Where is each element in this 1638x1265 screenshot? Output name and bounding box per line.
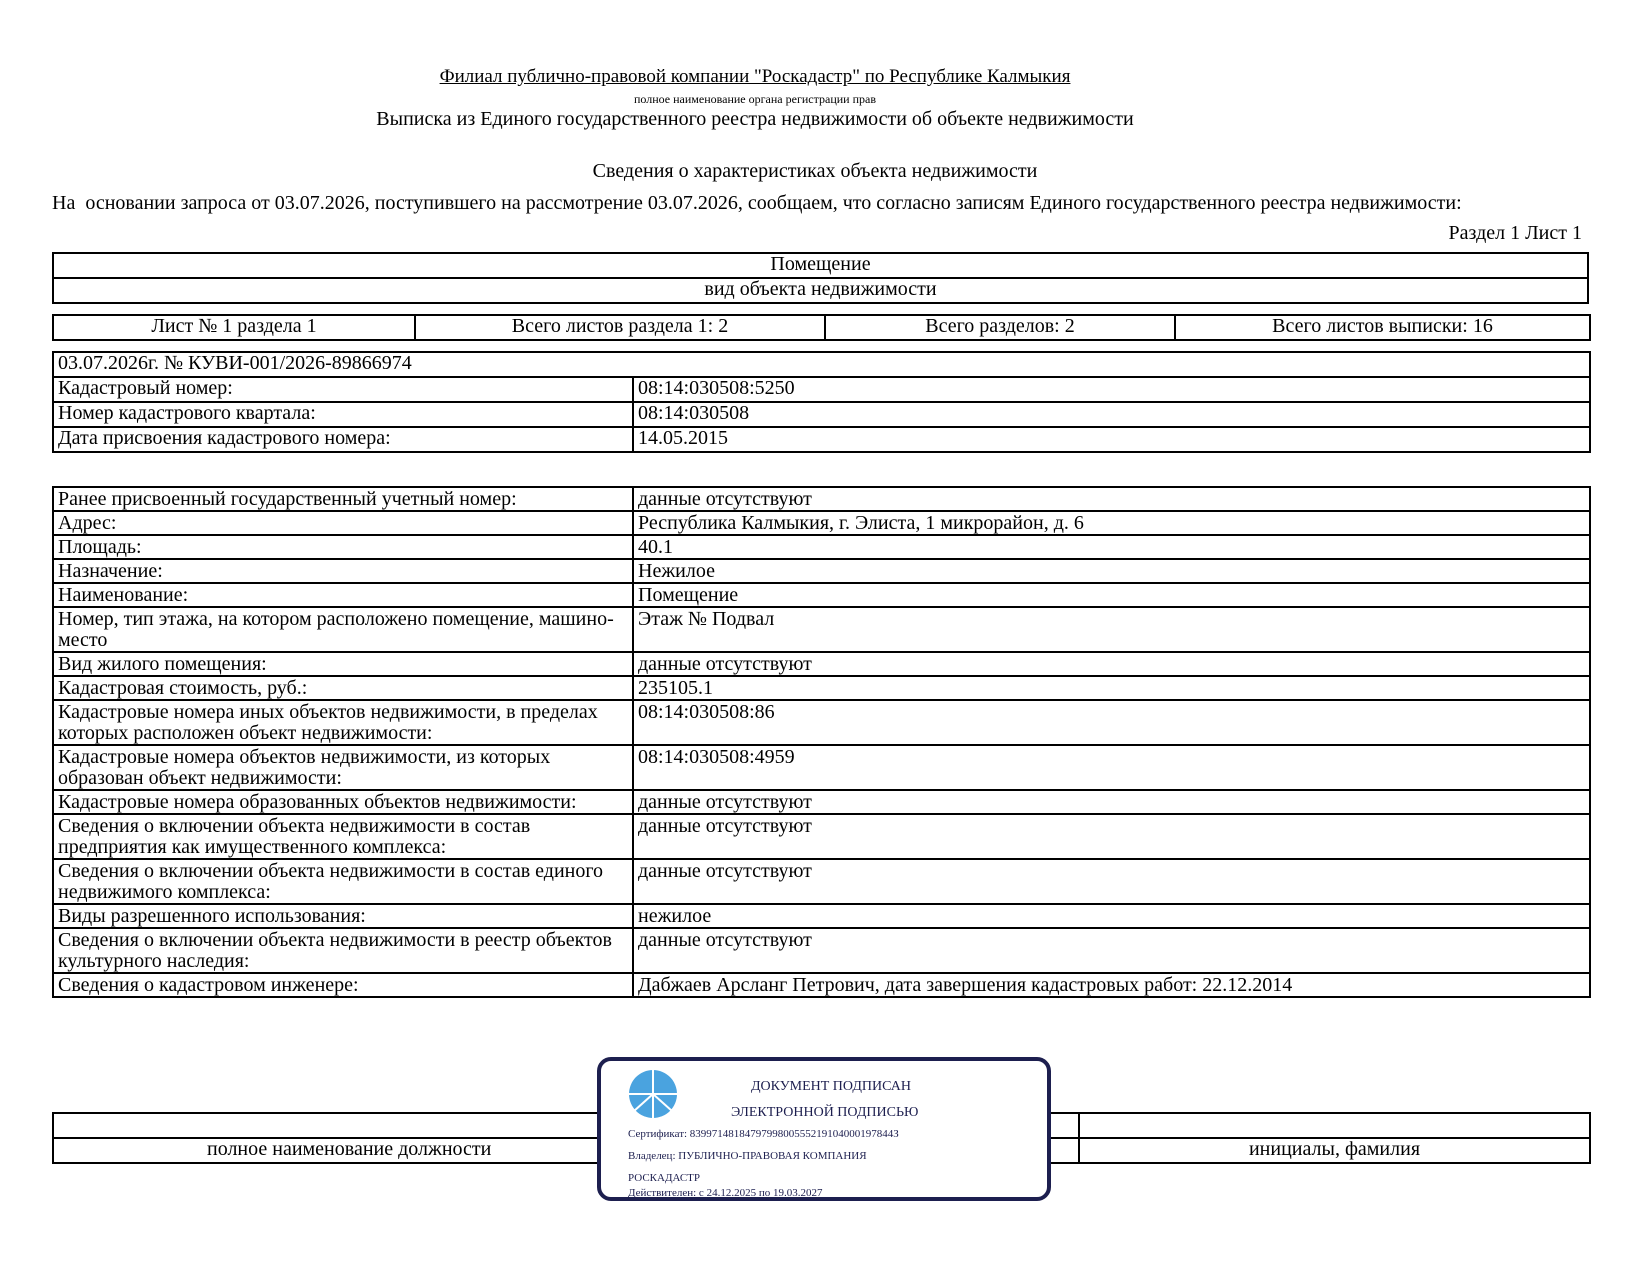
extract-number: 03.07.2026г. № КУВИ-001/2026-89866974 bbox=[53, 352, 1590, 377]
table-row bbox=[53, 790, 1590, 814]
row-label: Наименование: bbox=[53, 583, 633, 607]
row-label: Номер, тип этажа, на котором расположено помещение, машино-место bbox=[53, 607, 633, 652]
extract-id-table bbox=[52, 351, 1591, 453]
row-label: Кадастровые номера образованных объектов недвижимости: bbox=[53, 790, 633, 814]
sheets-table bbox=[52, 314, 1591, 341]
table-row bbox=[53, 745, 1590, 790]
document-subtitle: Сведения о характеристиках объекта недвижимости bbox=[592, 160, 1038, 182]
stamp-owner-2: РОСКАДАСТР bbox=[628, 1172, 701, 1184]
table-row bbox=[53, 377, 1590, 402]
row-label: Сведения о включении объекта недвижимости в состав предприятия как имущественного комплекса: bbox=[53, 814, 633, 859]
row-value: Этаж № Подвал bbox=[633, 607, 1590, 652]
row-label: Адрес: bbox=[53, 511, 633, 535]
table-row bbox=[53, 814, 1590, 859]
total-sheets-section: Всего листов раздела 1: 2 bbox=[415, 315, 825, 340]
total-sheets-extract: Всего листов выписки: 16 bbox=[1175, 315, 1590, 340]
table-row bbox=[53, 904, 1590, 928]
row-label: Сведения о кадастровом инженере: bbox=[53, 973, 633, 997]
row-label: Площадь: bbox=[53, 535, 633, 559]
row-label: Виды разрешенного использования: bbox=[53, 904, 633, 928]
row-label: Кадастровые номера объектов недвижимости, из которых образован объект недвижимости: bbox=[53, 745, 633, 790]
table-row bbox=[53, 402, 1590, 427]
sheet-number: Лист № 1 раздела 1 bbox=[53, 315, 415, 340]
object-kind-caption: вид объекта недвижимости bbox=[53, 278, 1588, 303]
characteristics-table bbox=[52, 486, 1591, 998]
organization-name: Филиал публично-правовой компании "Роскадастр" по Республике Калмыкия bbox=[439, 66, 1071, 87]
section-label: Раздел 1 Лист 1 bbox=[1448, 222, 1582, 244]
row-value: данные отсутствуют bbox=[633, 814, 1590, 859]
object-kind-value: Помещение bbox=[53, 253, 1588, 278]
row-value: 40.1 bbox=[633, 535, 1590, 559]
table-row bbox=[53, 535, 1590, 559]
row-value: Дабжаев Арсланг Петрович, дата завершения кадастровых работ: 22.12.2014 bbox=[633, 973, 1590, 997]
row-value: 14.05.2015 bbox=[633, 427, 1590, 452]
document-title: Выписка из Единого государственного реестра недвижимости об объекте недвижимости bbox=[376, 108, 1134, 130]
row-label: Сведения о включении объекта недвижимости в состав единого недвижимого комплекса: bbox=[53, 859, 633, 904]
row-label: Кадастровые номера иных объектов недвижимости, в пределах которых расположен объект недвижимости: bbox=[53, 700, 633, 745]
table-row bbox=[53, 511, 1590, 535]
row-value: 08:14:030508:4959 bbox=[633, 745, 1590, 790]
row-value: Нежилое bbox=[633, 559, 1590, 583]
stamp-line-1: ДОКУМЕНТ ПОДПИСАН bbox=[751, 1079, 911, 1094]
row-label: Кадастровая стоимость, руб.: bbox=[53, 676, 633, 700]
table-row bbox=[53, 583, 1590, 607]
row-value: данные отсутствуют bbox=[633, 652, 1590, 676]
table-row bbox=[53, 652, 1590, 676]
electronic-signature-stamp bbox=[597, 1057, 1051, 1201]
row-value: 235105.1 bbox=[633, 676, 1590, 700]
table-row bbox=[53, 559, 1590, 583]
table-row bbox=[53, 427, 1590, 452]
stamp-owner: Владелец: ПУБЛИЧНО-ПРАВОВАЯ КОМПАНИЯ bbox=[628, 1150, 867, 1162]
stamp-certificate: Сертификат: 8399714818479799800555219104000197844З bbox=[628, 1128, 899, 1140]
name-caption: инициалы, фамилия bbox=[1079, 1138, 1590, 1163]
row-value: Республика Калмыкия, г. Элиста, 1 микрорайон, д. 6 bbox=[633, 511, 1590, 535]
table-row bbox=[53, 700, 1590, 745]
row-label: Ранее присвоенный государственный учетный номер: bbox=[53, 487, 633, 511]
row-label: Вид жилого помещения: bbox=[53, 652, 633, 676]
row-label: Кадастровый номер: bbox=[53, 377, 633, 402]
row-value: данные отсутствуют bbox=[633, 859, 1590, 904]
table-row bbox=[53, 676, 1590, 700]
table-row bbox=[53, 607, 1590, 652]
table-row bbox=[53, 859, 1590, 904]
table-row bbox=[53, 973, 1590, 997]
row-value: 08:14:030508:5250 bbox=[633, 377, 1590, 402]
table-row bbox=[53, 928, 1590, 973]
table-row bbox=[53, 487, 1590, 511]
row-value: 08:14:030508 bbox=[633, 402, 1590, 427]
row-label: Сведения о включении объекта недвижимости в реестр объектов культурного наследия: bbox=[53, 928, 633, 973]
name-blank bbox=[1079, 1113, 1590, 1138]
row-value: Помещение bbox=[633, 583, 1590, 607]
basis-text: На основании запроса от 03.07.2026, поступившего на рассмотрение 03.07.2026, сообщаем, что согласно записям Единого государственного реестра недвижимости: bbox=[52, 192, 1462, 214]
roskadastr-logo-icon bbox=[628, 1069, 678, 1119]
object-kind-table bbox=[52, 252, 1589, 304]
row-value: 08:14:030508:86 bbox=[633, 700, 1590, 745]
row-value: данные отсутствуют bbox=[633, 487, 1590, 511]
stamp-validity: Действителен: с 24.12.2025 по 19.03.2027 bbox=[628, 1187, 823, 1199]
total-sections: Всего разделов: 2 bbox=[825, 315, 1175, 340]
row-label: Назначение: bbox=[53, 559, 633, 583]
organization-caption: полное наименование органа регистрации прав bbox=[633, 92, 877, 106]
row-value: нежилое bbox=[633, 904, 1590, 928]
stamp-line-2: ЭЛЕКТРОННОЙ ПОДПИСЬЮ bbox=[731, 1105, 919, 1120]
row-label: Номер кадастрового квартала: bbox=[53, 402, 633, 427]
position-caption: полное наименование должности bbox=[53, 1138, 1079, 1163]
row-label: Дата присвоения кадастрового номера: bbox=[53, 427, 633, 452]
row-value: данные отсутствуют bbox=[633, 790, 1590, 814]
row-value: данные отсутствуют bbox=[633, 928, 1590, 973]
